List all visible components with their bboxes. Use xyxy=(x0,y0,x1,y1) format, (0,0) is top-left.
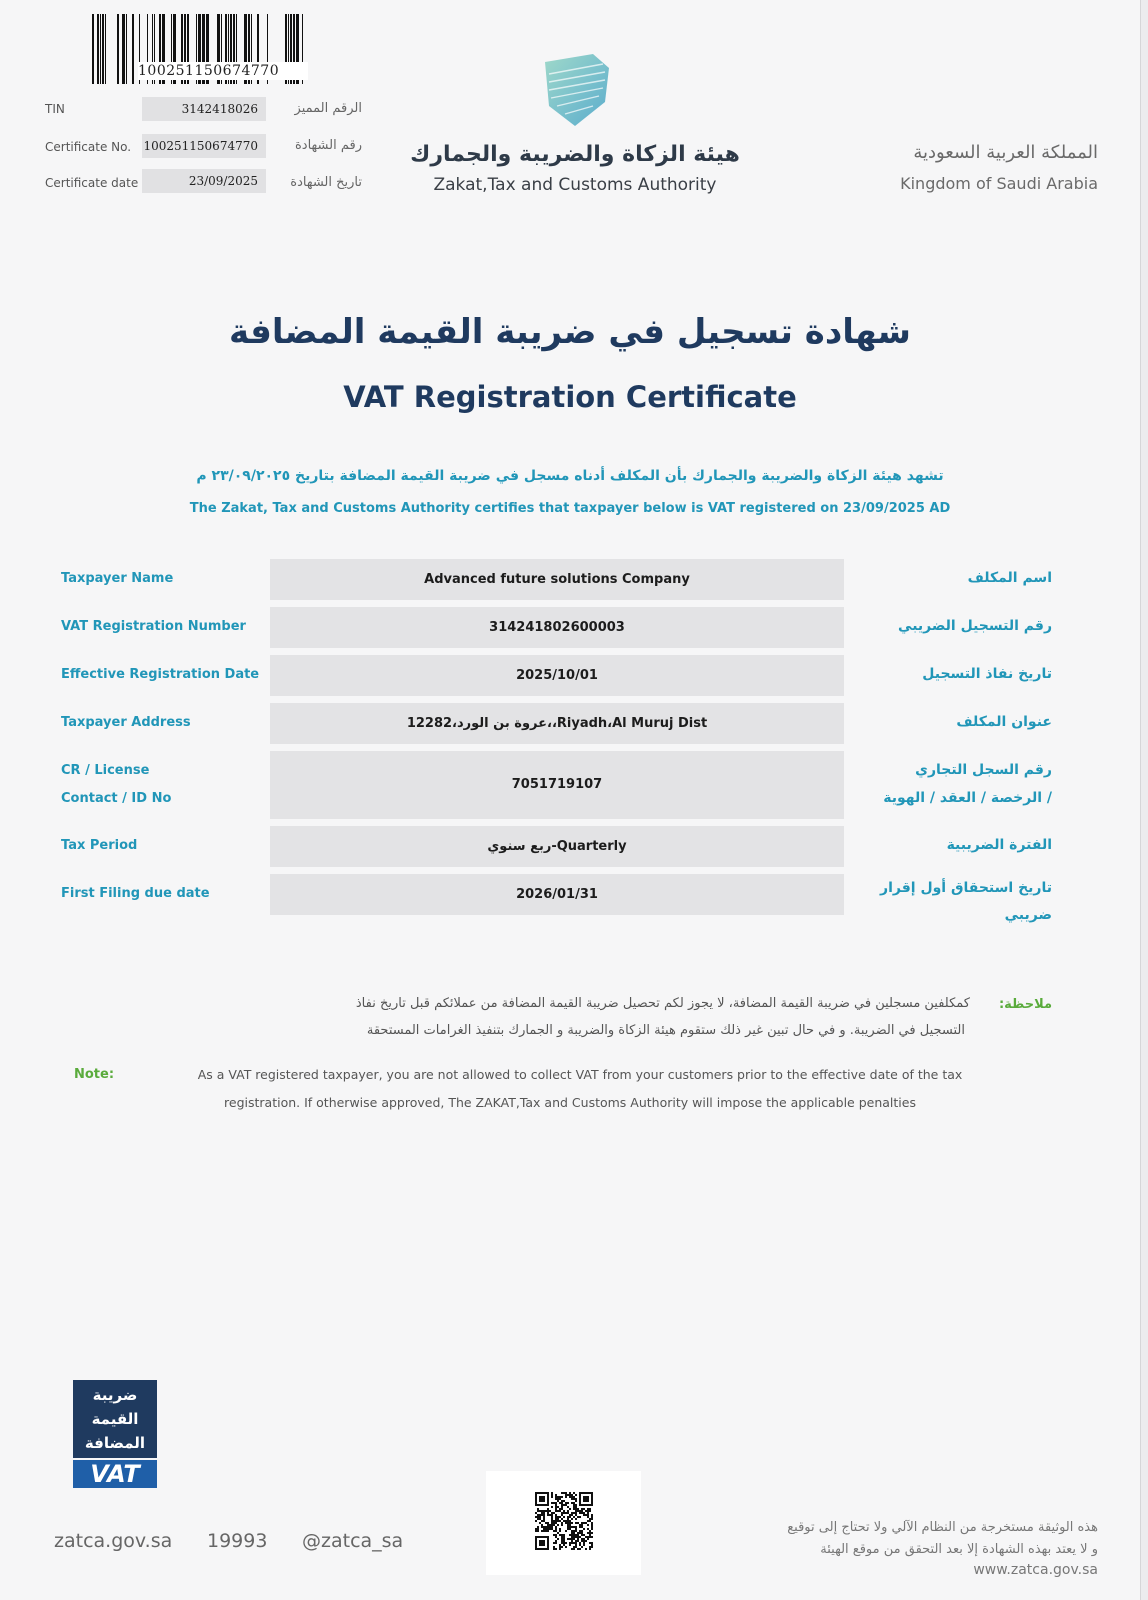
certificate-date-label-ar: تاريخ الشهادة xyxy=(290,175,362,190)
qr-code-icon xyxy=(535,1492,593,1550)
note-label-ar: ملاحظة: xyxy=(998,997,1052,1012)
certificate-number-label: Certificate No. xyxy=(45,140,132,154)
footer-disclaimer-2: و لا يعتد بهذه الشهادة إلا بعد التحقق من موقع الهيئة xyxy=(820,1542,1098,1557)
barcode-number: 100251150674770 xyxy=(138,62,308,80)
tax-period-value: ربع سنوي-Quarterly xyxy=(270,826,844,867)
note-text-en-1: As a VAT registered taxpayer, you are not allowed to collect VAT from your customers prior to the effective date of the tax xyxy=(197,1067,963,1082)
taxpayer-address-label: Taxpayer Address xyxy=(61,715,191,730)
vat-logo xyxy=(73,1380,157,1488)
vat-logo-badge: VAT xyxy=(73,1460,157,1488)
footer-social-handle[interactable]: @zatca_sa xyxy=(302,1530,404,1552)
certificate-date-label: Certificate date xyxy=(45,176,139,190)
tax-period-label-ar: الفترة الضريبية xyxy=(946,837,1052,853)
vat-logo-line2: القيمة xyxy=(91,1410,139,1428)
zatca-logo-icon xyxy=(535,50,615,130)
tin-label: TIN xyxy=(45,102,65,116)
effective-date-label: Effective Registration Date xyxy=(61,667,260,682)
vat-number-label-ar: رقم التسجيل الضريبي xyxy=(898,618,1052,634)
tax-period-label: Tax Period xyxy=(61,838,138,853)
cr-license-label: CR / License xyxy=(61,763,150,778)
taxpayer-name-label-ar: اسم المكلف xyxy=(967,570,1052,586)
footer-disclaimer-1: هذه الوثيقة مستخرجة من النظام الآلي ولا تحتاج إلى توقيع xyxy=(787,1520,1098,1535)
contact-id-label-ar: / الرخصة / العقد / الهوية xyxy=(883,790,1052,806)
contact-id-label: Contact / ID No xyxy=(61,791,172,806)
footer-website-full[interactable]: www.zatca.gov.sa xyxy=(973,1562,1098,1578)
taxpayer-name-label: Taxpayer Name xyxy=(61,571,174,586)
country-name-ar: المملكة العربية السعودية xyxy=(913,142,1098,163)
tin-label-ar: الرقم المميز xyxy=(294,101,362,116)
certification-statement-en: The Zakat, Tax and Customs Authority certifies that taxpayer below is VAT registered on 23/09/2025 AD xyxy=(189,501,951,516)
organization-name-en: Zakat,Tax and Customs Authority xyxy=(433,175,717,195)
first-filing-value: 2026/01/31 xyxy=(270,874,844,915)
vat-number-label: VAT Registration Number xyxy=(61,619,246,634)
footer-phone: 19993 xyxy=(207,1530,268,1552)
first-filing-label-ar: تاريخ استحقاق أول إقرار xyxy=(880,880,1052,896)
certification-statement-ar: تشهد هيئة الزكاة والضريبة والجمارك بأن المكلف أدناه مسجل في ضريبة القيمة المضافة بتاريخ ٢٣/٠٩/٢٠٢٥ م xyxy=(196,468,944,484)
first-filing-label-ar-2: ضريبي xyxy=(1004,907,1052,923)
certificate-number-value: 100251150674770 xyxy=(142,134,266,158)
effective-date-label-ar: تاريخ نفاذ التسجيل xyxy=(922,666,1052,682)
organization-name-ar: هيئة الزكاة والضريبة والجمارك xyxy=(410,142,740,167)
qr-code-box xyxy=(486,1471,641,1575)
first-filing-label: First Filing due date xyxy=(61,886,210,901)
certificate-title-ar: شهادة تسجيل في ضريبة القيمة المضافة xyxy=(229,312,911,352)
effective-date-value: 2025/10/01 xyxy=(270,655,844,696)
note-label-en: Note: xyxy=(74,1067,115,1082)
note-text-ar-2: التسجيل في الضريبة. و في حال تبين غير ذلك ستقوم هيئة الزكاة والضريبة و الجمارك بتنفيذ الغرامات المستحقة xyxy=(366,1023,965,1038)
taxpayer-name-value: Advanced future solutions Company xyxy=(270,559,844,600)
vat-logo-line1: ضريبة xyxy=(92,1386,138,1404)
note-text-ar-1: كمكلفين مسجلين في ضريبة القيمة المضافة، لا يجوز لكم تحصيل ضريبة القيمة المضافة من عملائكم قبل تاريخ نفاذ xyxy=(355,996,970,1011)
note-text-en-2: registration. If otherwise approved, The ZAKAT,Tax and Customs Authority will impose the applicable penalties xyxy=(224,1095,916,1110)
vat-number-value: 314241802600003 xyxy=(270,607,844,648)
cr-license-value: 7051719107 xyxy=(270,751,844,819)
tin-value: 3142418026 xyxy=(142,97,266,121)
certificate-date-value: 23/09/2025 xyxy=(142,169,266,193)
certificate-number-label-ar: رقم الشهادة xyxy=(295,138,362,153)
vat-logo-line3: المضافة xyxy=(84,1434,146,1452)
footer-website[interactable]: zatca.gov.sa xyxy=(54,1530,173,1552)
taxpayer-address-label-ar: عنوان المكلف xyxy=(956,714,1052,730)
cr-license-label-ar: رقم السجل التجاري xyxy=(915,762,1052,778)
taxpayer-address-value: 12282،عروة بن الورد،،Riyadh،Al Muruj Dist xyxy=(270,703,844,744)
certificate-title-en: VAT Registration Certificate xyxy=(343,380,797,414)
country-name-en: Kingdom of Saudi Arabia xyxy=(900,174,1098,193)
